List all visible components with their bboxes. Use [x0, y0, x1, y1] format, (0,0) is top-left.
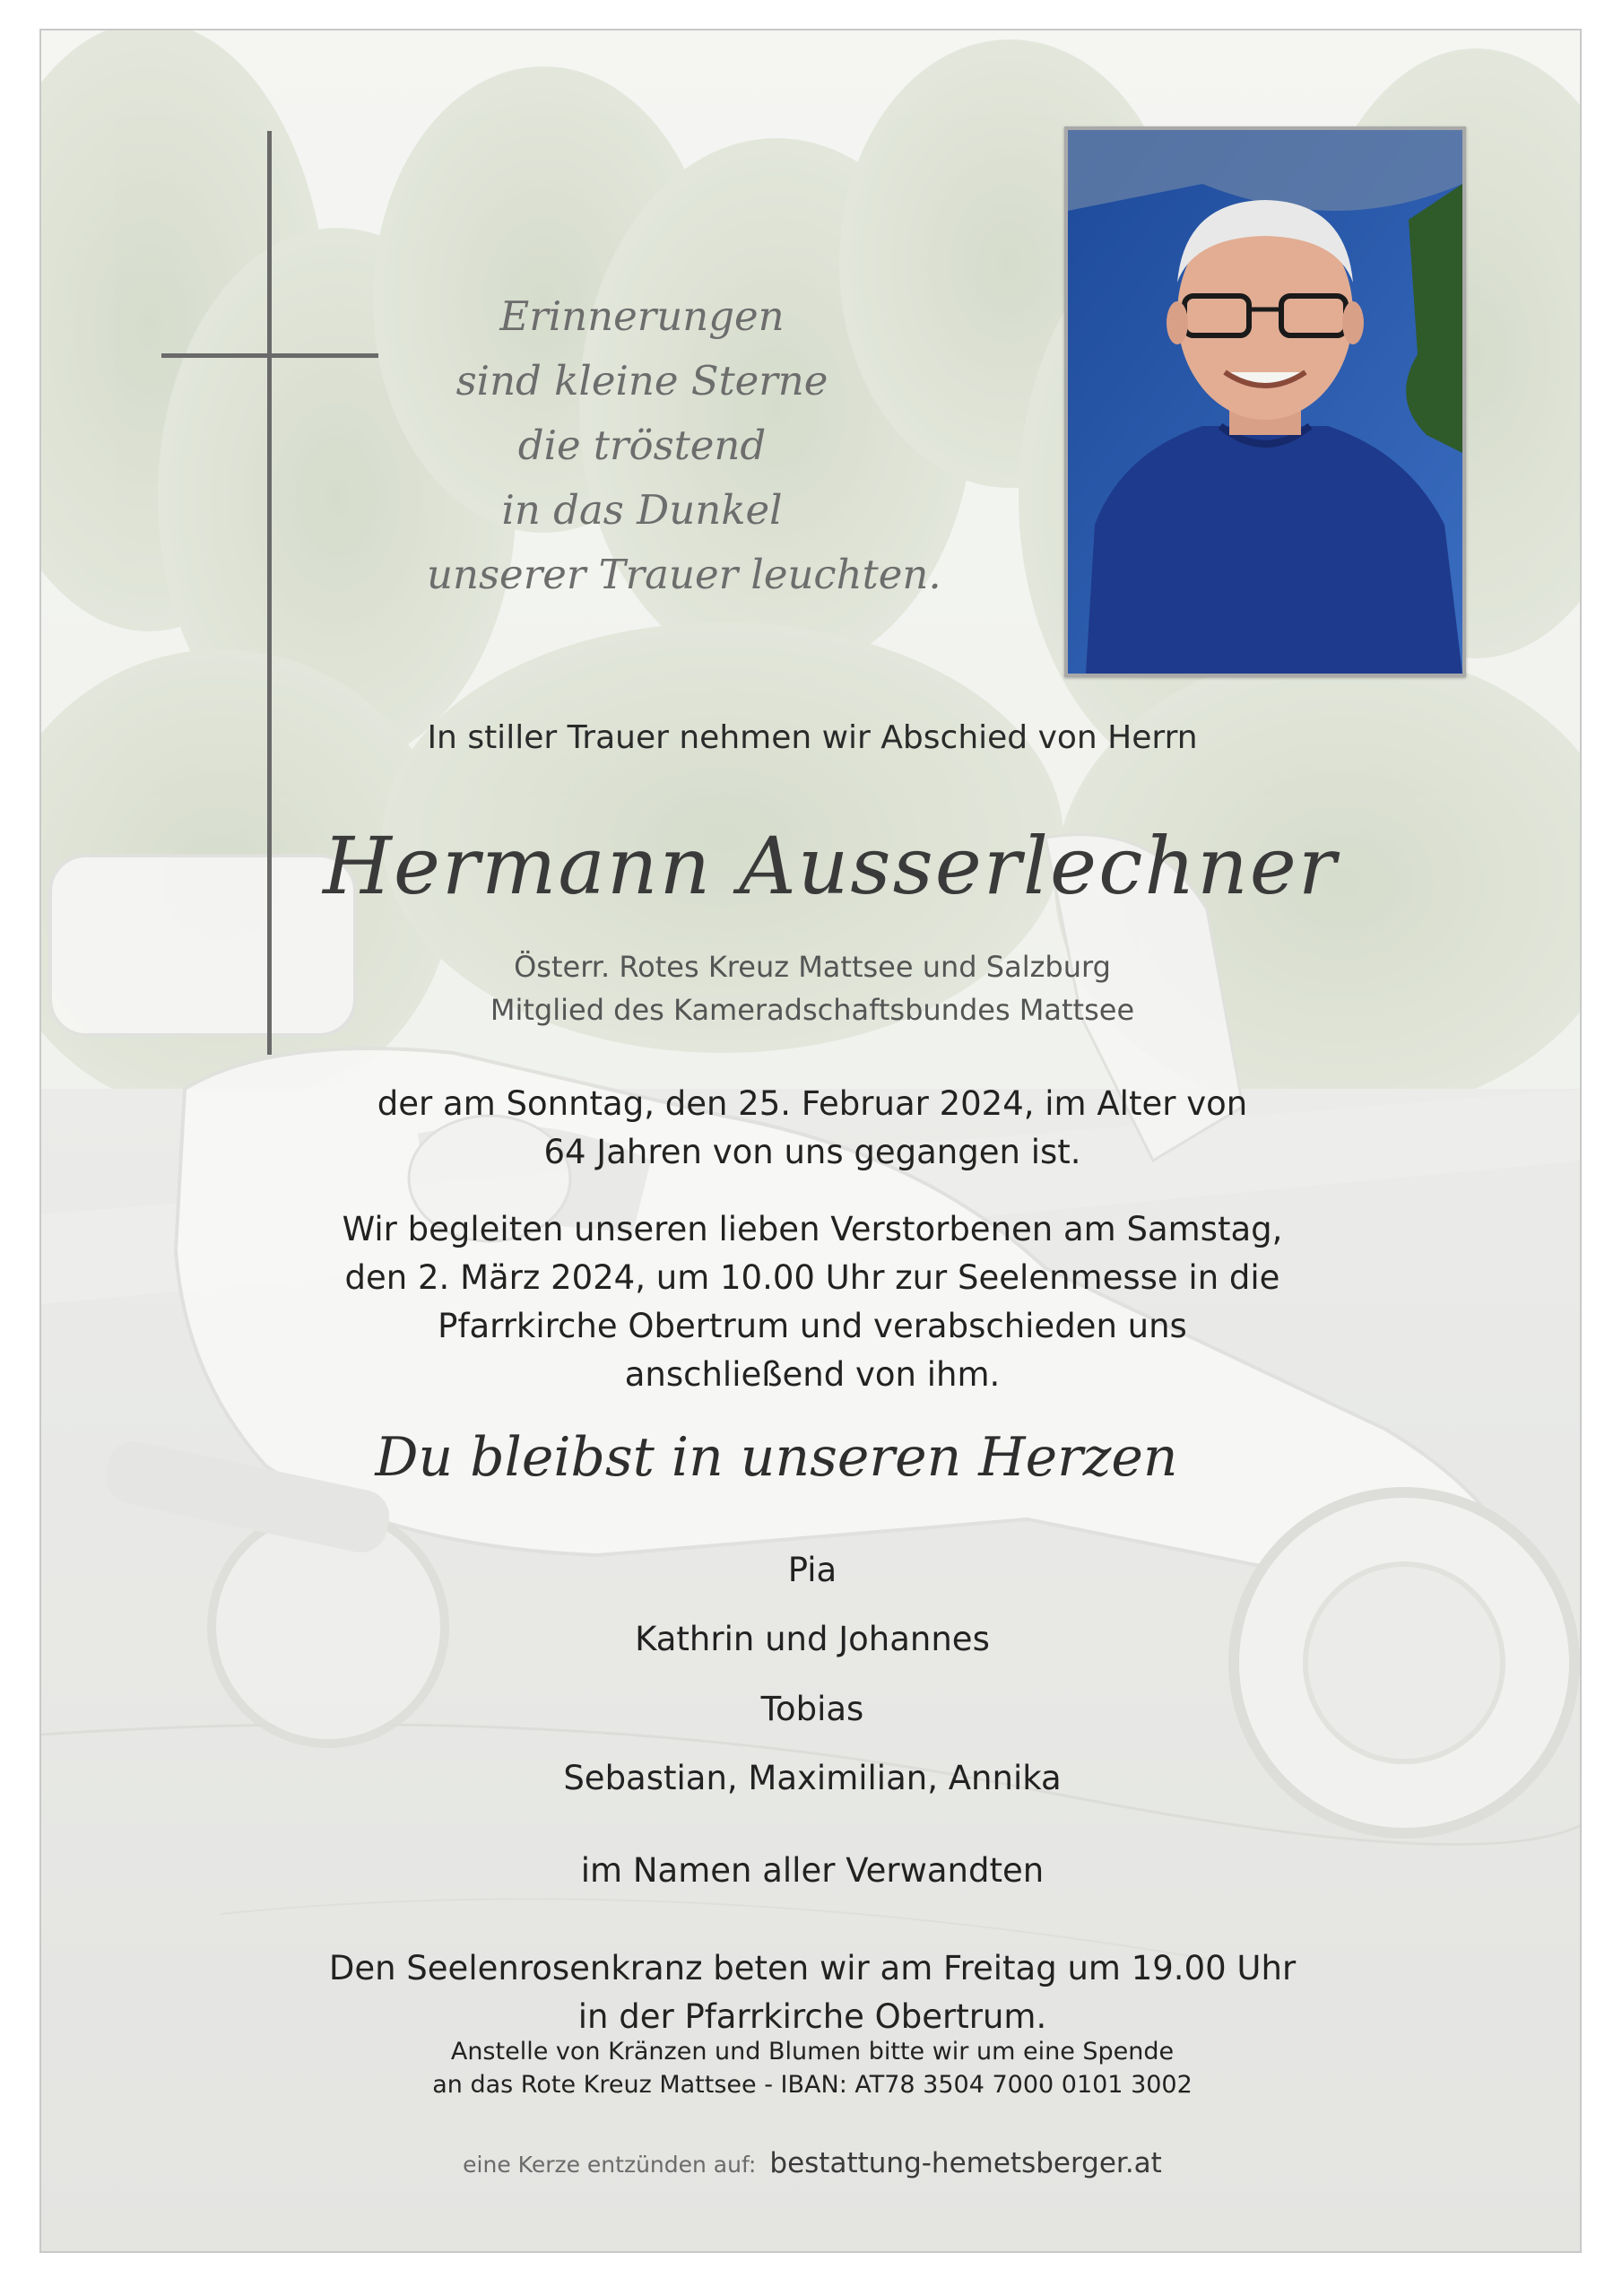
poem-line: die tröstend	[517, 422, 767, 469]
death-notice	[41, 1080, 1582, 1177]
funeral-notice-line: Pfarrkirche Obertrum und verabschieden uns	[438, 1307, 1187, 1345]
obituary-card	[39, 29, 1582, 2253]
relatives-note: im Namen aller Verwandten	[580, 1851, 1045, 1890]
affiliation-line: Mitglied des Kameradschaftsbundes Mattsee	[490, 993, 1135, 1027]
family-member: Kathrin und Johannes	[635, 1620, 990, 1658]
donation-notice-line: Anstelle von Kränzen und Blumen bitte wir um eine Spende	[450, 2038, 1175, 2066]
funeral-notice-line: anschließend von ihm.	[624, 1355, 1001, 1394]
footer-website-link[interactable]: bestattung-hemetsberger.at	[769, 2147, 1162, 2179]
family-member: Sebastian, Maximilian, Annika	[563, 1759, 1062, 1797]
memorial-poem	[427, 284, 941, 607]
deceased-name: Hermann Ausserlechner	[323, 820, 1338, 912]
funeral-notice	[41, 1205, 1582, 1399]
family-member: Pia	[787, 1551, 837, 1589]
funeral-notice-line: Wir begleiten unseren lieben Verstorbenen am Samstag,	[342, 1210, 1283, 1248]
affiliations	[41, 945, 1582, 1031]
rosary-notice-line: in der Pfarrkirche Obertrum.	[577, 1997, 1047, 2036]
poem-line: Erinnerungen	[499, 292, 785, 340]
rosary-notice	[41, 1944, 1582, 2041]
intro-text: In stiller Trauer nehmen wir Abschied von Herrn	[427, 719, 1198, 756]
motto: Du bleibst in unseren Herzen	[375, 1426, 1178, 1489]
cross-horizontal-bar	[161, 353, 378, 358]
funeral-notice-line: den 2. März 2024, um 10.00 Uhr zur Seelenmesse in die	[344, 1258, 1280, 1297]
portrait-photo-frame	[1064, 126, 1466, 677]
rosary-notice-line: Den Seelenrosenkranz beten wir am Freitag um 19.00 Uhr	[328, 1949, 1297, 1987]
cross-vertical-bar	[267, 131, 272, 1055]
portrait-photo	[1068, 130, 1462, 674]
poem-line: sind kleine Sterne	[455, 357, 828, 404]
death-notice-line: 64 Jahren von uns gegangen ist.	[543, 1133, 1081, 1171]
death-notice-line: der am Sonntag, den 25. Februar 2024, im Alter von	[377, 1084, 1248, 1123]
poem-line: in das Dunkel	[501, 486, 783, 534]
donation-notice-line: an das Rote Kreuz Mattsee - IBAN: AT78 3504 7000 0101 3002	[432, 2071, 1193, 2099]
footer	[41, 2147, 1582, 2179]
footer-label: eine Kerze entzünden auf:	[463, 2152, 757, 2178]
affiliation-line: Österr. Rotes Kreuz Mattsee und Salzburg	[514, 950, 1111, 984]
family-member: Tobias	[760, 1690, 864, 1728]
donation-notice	[41, 2035, 1582, 2101]
poem-line: unserer Trauer leuchten.	[427, 551, 941, 598]
